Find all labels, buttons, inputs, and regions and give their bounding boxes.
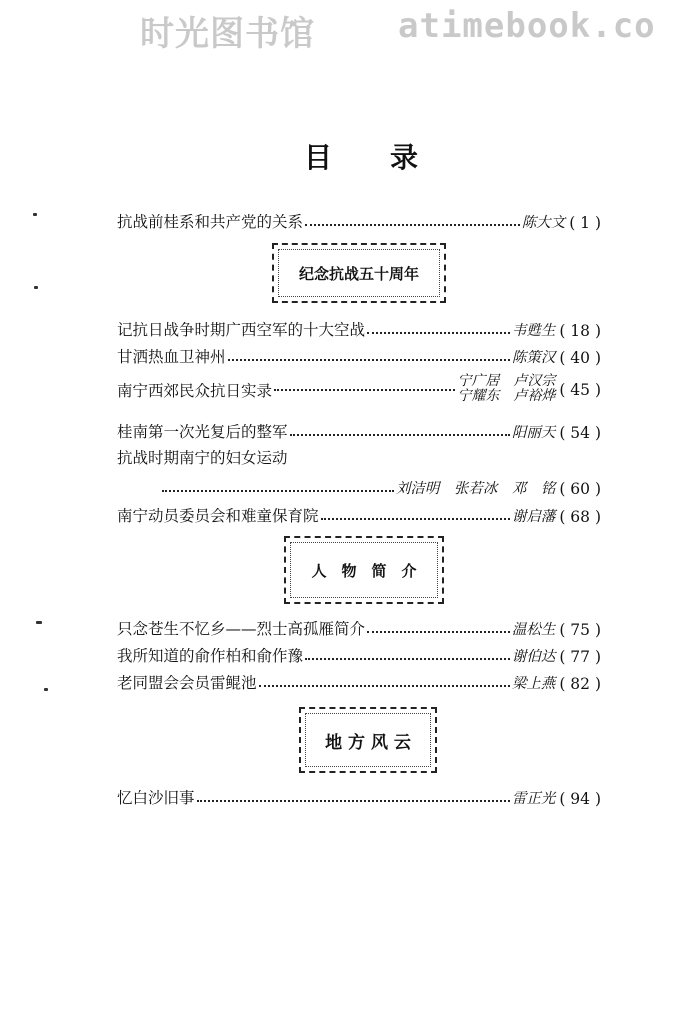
entry-title: 记抗日战争时期广西空军的十大空战 — [117, 321, 366, 339]
dot-leader — [367, 332, 510, 334]
watermark — [0, 6, 684, 54]
toc-entry[interactable] — [117, 372, 601, 408]
dot-leader — [259, 685, 510, 687]
section-heading-biographies — [284, 536, 444, 604]
entry-author: 温松生 — [511, 622, 556, 638]
entry-author: 阳丽天 — [511, 425, 556, 441]
dot-leader — [367, 631, 510, 633]
toc-entry[interactable] — [117, 667, 601, 693]
watermark-cn: 时光图书馆 — [140, 14, 315, 54]
entry-page: ( 75 ) — [559, 621, 601, 639]
dot-leader — [305, 658, 510, 660]
entry-author: 谢伯达 — [511, 649, 556, 665]
toc-entry[interactable] — [117, 314, 601, 340]
toc-entry[interactable] — [117, 613, 601, 639]
entry-title: 抗战时期南宁的妇女运动 — [117, 449, 288, 467]
toc-entry[interactable] — [117, 416, 601, 442]
toc-entry[interactable] — [117, 206, 601, 232]
entry-author: 陈大文 — [521, 215, 566, 231]
entry-page: ( 40 ) — [559, 349, 601, 367]
entry-page: ( 94 ) — [559, 790, 601, 808]
entry-page: ( 68 ) — [559, 508, 601, 526]
section-label: 纪念抗战五十周年 — [298, 264, 419, 283]
watermark-url: atimebook.co — [398, 6, 656, 46]
entry-title: 南宁西郊民众抗日实录 — [117, 382, 273, 400]
scan-speck — [33, 213, 37, 216]
entry-author-line-1: 宁广居 卢汉宗 — [457, 373, 556, 389]
toc-entry[interactable] — [117, 341, 601, 367]
entry-author: 雷正光 — [511, 791, 556, 807]
title-char-left: 目 — [304, 141, 333, 174]
entry-page: ( 77 ) — [559, 648, 601, 666]
entry-title: 忆白沙旧事 — [117, 789, 195, 807]
scan-speck — [36, 621, 42, 624]
entry-page: ( 82 ) — [559, 675, 601, 693]
entry-page: ( 45 ) — [559, 381, 601, 399]
entry-page: ( 18 ) — [559, 322, 601, 340]
section-label: 地 方 风 云 — [325, 732, 411, 753]
entry-author: 谢启藩 — [511, 509, 556, 525]
section-label: 人 物 简 介 — [311, 561, 417, 580]
dot-leader — [228, 359, 510, 361]
toc-entry[interactable] — [162, 472, 601, 498]
scan-speck — [44, 688, 48, 691]
entry-title: 只念苍生不忆乡——烈士高孤雁简介 — [117, 620, 366, 638]
entry-page: ( 60 ) — [559, 480, 601, 498]
entry-title: 南宁动员委员会和难童保育院 — [117, 507, 319, 525]
entry-title: 桂南第一次光复后的整军 — [117, 423, 288, 441]
title-char-right: 录 — [390, 141, 419, 174]
entry-title: 我所知道的俞作柏和俞作豫 — [117, 647, 304, 665]
entry-page: ( 54 ) — [559, 424, 601, 442]
entry-authors — [457, 374, 555, 404]
entry-author: 刘洁明 张若冰 邓 铭 — [395, 481, 556, 497]
toc-entry[interactable] — [117, 782, 601, 808]
scan-speck — [34, 286, 38, 289]
dot-leader — [321, 518, 510, 520]
entry-title: 甘洒热血卫神州 — [117, 348, 226, 366]
dot-leader — [162, 490, 394, 492]
entry-author: 梁上燕 — [511, 676, 556, 692]
section-heading-local-affairs — [299, 707, 437, 773]
section-heading-anniversary — [272, 243, 446, 303]
dot-leader — [290, 434, 510, 436]
entry-author: 陈策汉 — [511, 350, 556, 366]
dot-leader — [305, 224, 520, 226]
entry-title: 抗战前桂系和共产党的关系 — [117, 213, 304, 231]
dot-leader — [197, 800, 510, 802]
entry-page: ( 1 ) — [569, 214, 601, 232]
toc-entry[interactable] — [117, 640, 601, 666]
entry-author-line-2: 宁耀东 卢裕烨 — [457, 388, 556, 404]
toc-entry[interactable] — [117, 500, 601, 526]
entry-author: 韦甦生 — [511, 323, 556, 339]
entry-title: 老同盟会会员雷鲲池 — [117, 674, 257, 692]
dot-leader — [274, 389, 455, 391]
